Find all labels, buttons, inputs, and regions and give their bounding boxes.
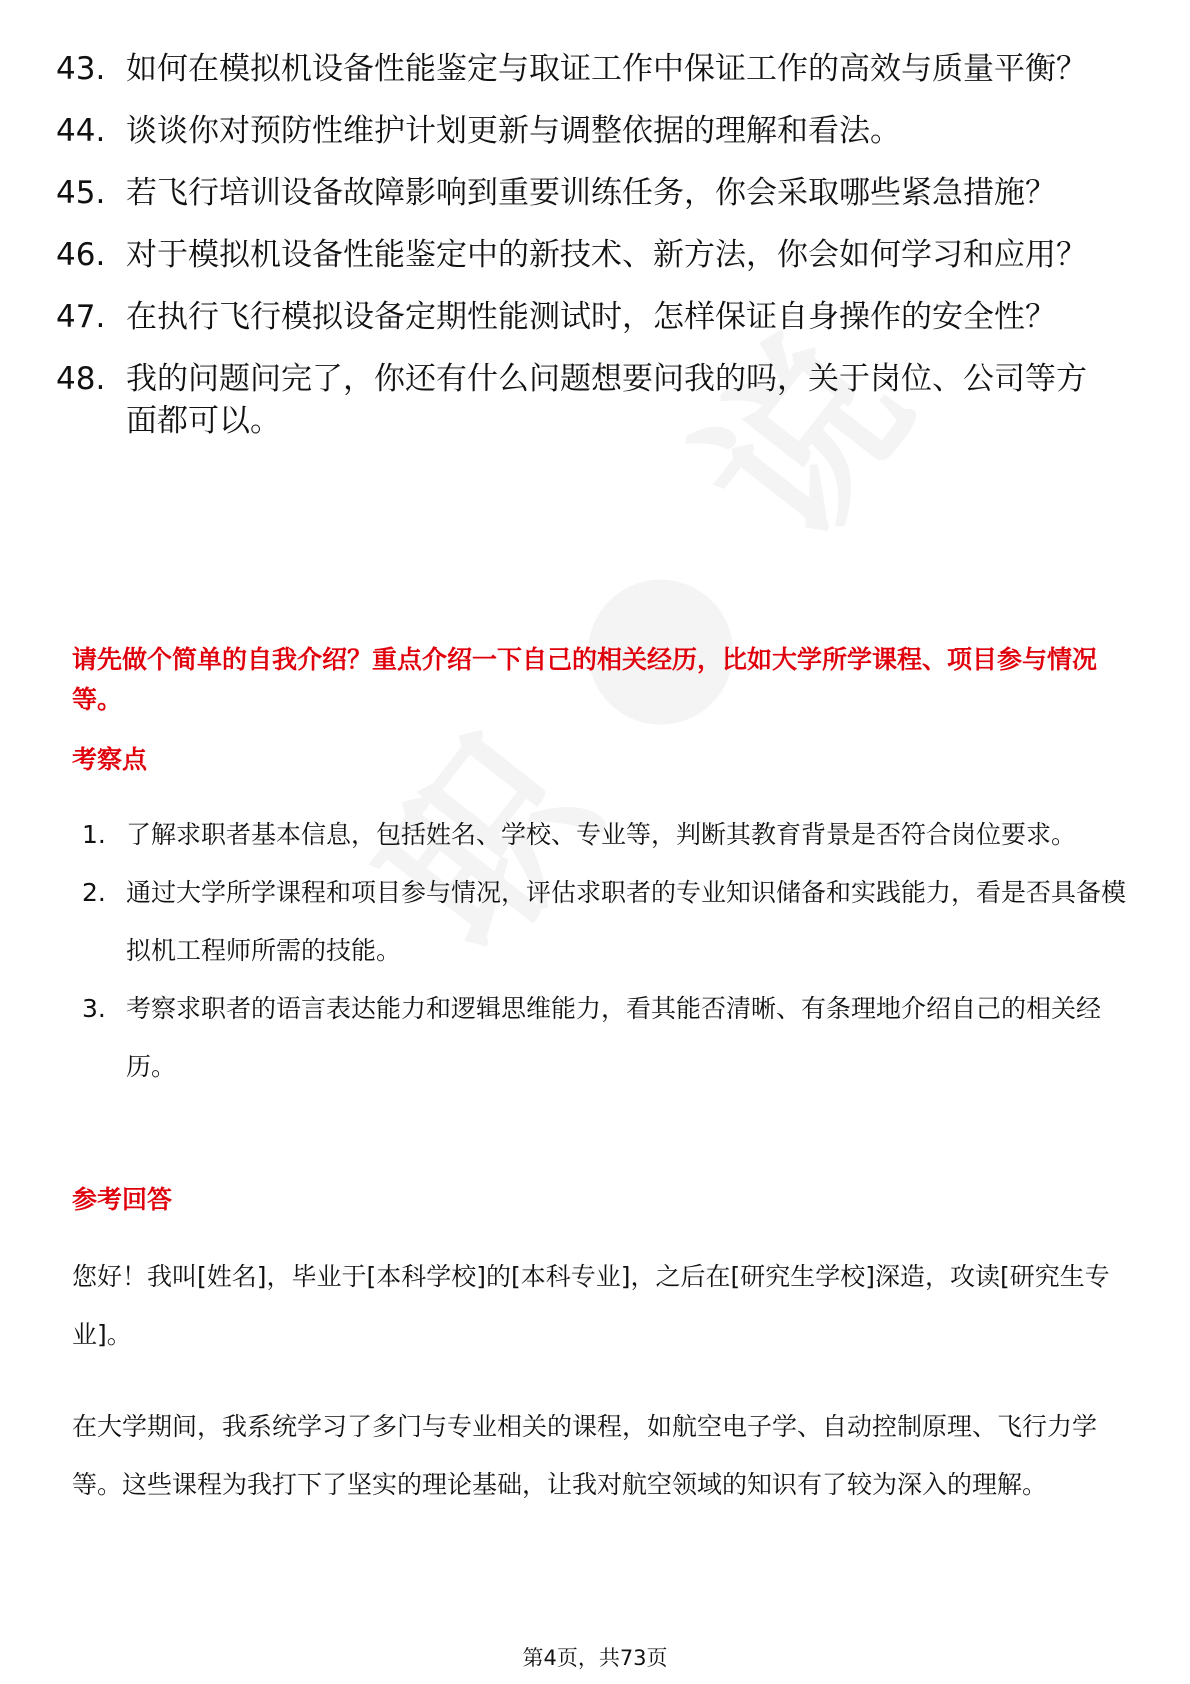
question-number: 44. [56,113,106,149]
list-item [56,48,1116,90]
question-number: 46. [56,237,106,273]
list-item [56,172,1116,214]
question-text: 在执行飞行模拟设备定期性能测试时，怎样保证自身操作的安全性？ [126,299,1056,335]
question-text: 谈谈你对预防性维护计划更新与调整依据的理解和看法。 [126,113,901,149]
examine-points-heading: 考察点 [72,745,148,774]
list-item [82,980,1127,1096]
question-text: 我的问题问完了，你还有什么问题想要问我的吗，关于岗位、公司等方面都可以。 [126,361,1087,439]
reference-answer-heading: 参考回答 [72,1185,173,1214]
answer-paragraph: 您好！我叫[姓名]，毕业于[本科学校]的[本科专业]，之后在[研究生学校]深造，攻读[研究生专业]。 [72,1262,1110,1349]
question-text: 若飞行培训设备故障影响到重要训练任务，你会采取哪些紧急措施？ [126,175,1056,211]
answer-paragraph: 在大学期间，我系统学习了多门与专业相关的课程，如航空电子学、自动控制原理、飞行力学等。这些课程为我打下了坚实的理论基础，让我对航空领域的知识有了较为深入的理解。 [72,1412,1098,1499]
list-item [82,806,1127,864]
list-item [56,110,1116,152]
question-text: 对于模拟机设备性能鉴定中的新技术、新方法，你会如何学习和应用？ [126,237,1087,273]
question-number: 45. [56,175,106,211]
question-number: 48. [56,361,106,397]
page-number: 第4页，共73页 [522,1646,668,1670]
list-item [82,864,1127,980]
question-number: 43. [56,51,106,87]
point-number: 3. [82,994,106,1023]
question-text: 如何在模拟机设备性能鉴定与取证工作中保证工作的高效与质量平衡？ [126,51,1087,87]
section-title: 请先做个简单的自我介绍？重点介绍一下自己的相关经历，比如大学所学课程、项目参与情况等。 [72,645,1098,714]
point-text: 通过大学所学课程和项目参与情况，评估求职者的专业知识储备和实践能力，看是否具备模拟机工程师所需的技能。 [126,878,1127,965]
point-text: 了解求职者基本信息，包括姓名、学校、专业等，判断其教育背景是否符合岗位要求。 [126,820,1077,849]
list-item [56,358,1116,442]
list-item [56,234,1116,276]
list-item [56,296,1116,338]
examine-points-list [82,806,1127,1096]
question-number: 47. [56,299,106,335]
point-text: 考察求职者的语言表达能力和逻辑思维能力，看其能否清晰、有条理地介绍自己的相关经历。 [126,994,1102,1081]
question-list [56,48,1116,462]
point-number: 2. [82,878,106,907]
point-number: 1. [82,820,106,849]
